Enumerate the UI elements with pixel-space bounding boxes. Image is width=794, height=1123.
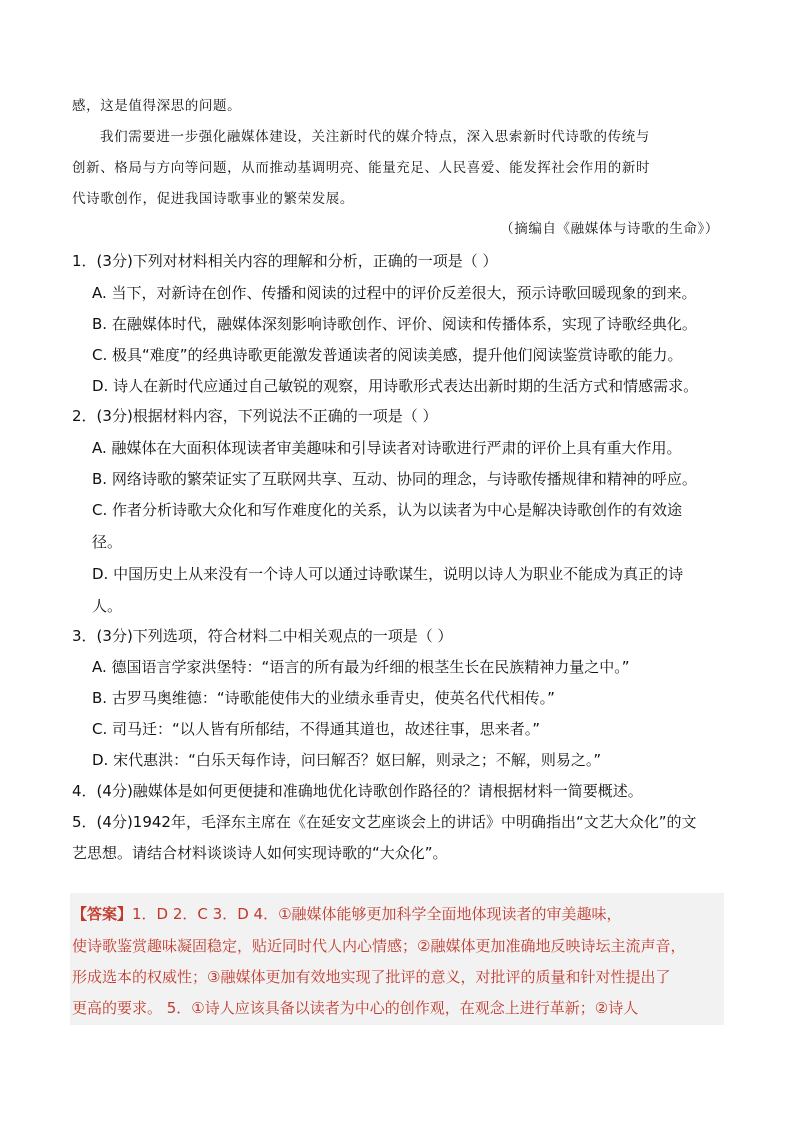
answer-line: 更高的要求。 5．①诗人应该具备以读者为中心的创作观，在观念上进行革新；②诗人 — [72, 999, 639, 1017]
question-option: C. 极具“难度”的经典诗歌更能激发普通读者的阅读美感，提升他们阅读鉴赏诗歌的能力。 — [92, 346, 683, 364]
question-option: B. 网络诗歌的繁荣证实了互联网共享、互动、协同的理念，与诗歌传播规律和精神的呼应。 — [92, 470, 697, 488]
question-stem: 5．(4分)1942年，毛泽东主席在《在延安文艺座谈会上的讲话》中明确指出“文艺大众化”的文 — [72, 813, 697, 831]
question-option: 径。 — [92, 533, 123, 551]
question-option: 人。 — [92, 597, 123, 615]
answer-line: 使诗歌鉴赏趣味凝固稳定，贴近同时代人内心情感；②融媒体更加准确地反映诗坛主流声音， — [72, 937, 686, 955]
question-option: C. 司马迁：“以人皆有所郁结，不得通其道也，故述往事，思来者。” — [92, 720, 541, 738]
answer-line: 形成选本的权威性；③融媒体更加有效地实现了批评的意义，对批评的质量和针对性提出了 — [72, 968, 671, 986]
question-stem: 2．(3分)根据材料内容，下列说法不正确的一项是（ ） — [72, 407, 438, 425]
question-option: B. 古罗马奥维德：“诗歌能使伟大的业绩永垂青史，使英名代代相传。” — [92, 689, 555, 707]
question-stem-continued: 艺思想。请结合材料谈谈诗人如何实现诗歌的“大众化”。 — [72, 844, 448, 862]
question-option: A. 当下，对新诗在创作、传播和阅读的过程中的评价反差很大，预示诗歌回暖现象的到来。 — [92, 284, 697, 302]
answer-label: 【答案】 — [72, 905, 133, 923]
question-stem: 4．(4分)融媒体是如何更便捷和准确地优化诗歌创作路径的？请根据材料一简要概述。 — [72, 782, 643, 800]
question-option: A. 德国语言学家洪堡特：“语言的所有最为纤细的根茎生长在民族精神力量之中。” — [92, 658, 630, 676]
passage-line: 感，这是值得深思的问题。 — [72, 98, 242, 114]
passage-source: （摘编自《融媒体与诗歌的生命》） — [500, 221, 719, 237]
question-stem: 3．(3分)下列选项，符合材料二中相关观点的一项是（ ） — [72, 627, 453, 645]
question-option: A. 融媒体在大面积体现读者审美趣味和引导读者对诗歌进行严肃的评价上具有重大作用。 — [92, 439, 682, 457]
passage-line: 代诗歌创作，促进我国诗歌事业的繁荣发展。 — [72, 191, 354, 207]
question-option: B. 在融媒体时代，融媒体深刻影响诗歌创作、评价、阅读和传播体系，实现了诗歌经典化。 — [92, 315, 697, 333]
passage-line: 我们需要进一步强化融媒体建设，关注新时代的媒介特点，深入思索新时代诗歌的传统与 — [100, 129, 650, 145]
question-option: D. 宋代惠洪：“白乐天每作诗，问曰解否？妪曰解，则录之；不解，则易之。” — [92, 751, 602, 769]
question-option: C. 作者分析诗歌大众化和写作难度化的关系，认为以读者为中心是解决诗歌创作的有效途 — [92, 501, 683, 519]
passage-line: 创新、格局与方向等问题，从而推动基调明亮、能量充足、人民喜爱、能发挥社会作用的新时 — [72, 160, 651, 176]
question-stem: 1．(3分)下列对材料相关内容的理解和分析，正确的一项是（ ） — [72, 252, 498, 270]
question-option: D. 诗人在新时代应通过自己敏锐的观察，用诗歌形式表达出新时期的生活方式和情感需求。 — [92, 377, 699, 395]
question-option: D. 中国历史上从来没有一个诗人可以通过诗歌谋生，说明以诗人为职业不能成为真正的诗 — [92, 565, 684, 583]
answer-line — [72, 904, 622, 924]
answer-text: 1．D 2．C 3．D 4．①融媒体能够更加科学全面地体现读者的审美趣味， — [132, 905, 622, 923]
